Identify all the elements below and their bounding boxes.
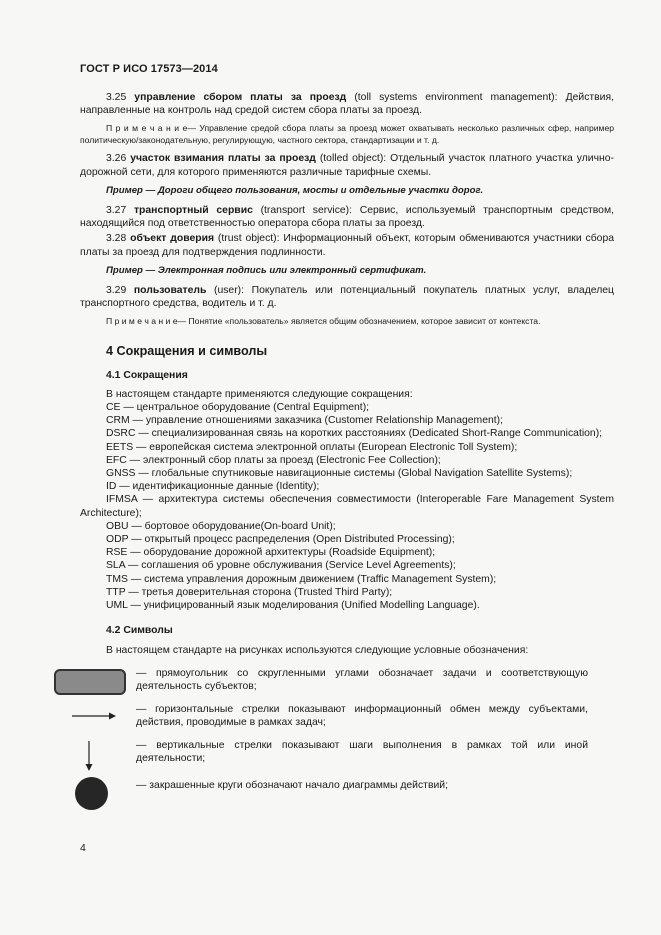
list-item: TTP — третья доверительная сторона (Trusted Third Party); xyxy=(106,586,393,598)
list-item: DSRC — специализированная связь на коротких расстояниях (Dedicated Short-Range Communication); xyxy=(106,428,603,440)
subsection-heading: 4.1 Сокращения xyxy=(106,369,188,381)
definition-3-27 xyxy=(80,204,614,230)
abbreviations-list xyxy=(80,401,614,612)
symbol-description: — прямоугольник со скругленными углами обозначает задачи и соответствующую деятельность субъектов; xyxy=(136,667,588,692)
list-item: EETS — европейская система электронной оплаты (European Electronic Toll System); xyxy=(106,441,518,453)
definition-text: (tolled object): Отдельный участок платного участка улично-дорожной сети, для которого применяются различные тарифные схемы. xyxy=(80,153,614,178)
subsection-heading: 4.2 Символы xyxy=(106,625,173,637)
list-item: CE — центральное оборудование (Central Equipment); xyxy=(106,402,370,414)
symbol-row xyxy=(54,703,614,739)
note-label: П р и м е ч а н и е xyxy=(106,123,188,134)
page-content xyxy=(80,91,614,815)
definition-text: (transport service): Сервис, используемый транспортным средством, находящийся под ответственностью оператора сбора платы за проезд. xyxy=(80,205,614,230)
horizontal-arrow-icon xyxy=(72,711,116,721)
definition-number: 3.25 xyxy=(106,92,127,103)
list-item: RSE — оборудование дорожной архитектуры (Roadside Equipment); xyxy=(106,547,436,559)
definition-3-25 xyxy=(80,91,614,117)
list-item: ID — идентификационные данные (Identity); xyxy=(106,481,320,493)
definition-text: (toll systems environment management): Действия, направленные на контроль над средой систем сбора платы за проезд. xyxy=(80,92,614,117)
note-text: — Управление средой сбора платы за проезд может охватывать несколько различных сфер, например политическую/законодательную, регулирующую, частного сектора, стандартизации и т. д. xyxy=(80,123,615,146)
filled-circle-icon xyxy=(75,777,108,810)
list-item: UML — унифицированный язык моделирования (Unified Modelling Language). xyxy=(106,600,480,612)
list-item: EFC — электронный сбор платы за проезд (Electronic Fee Collection); xyxy=(106,454,441,466)
symbols-list xyxy=(54,667,614,815)
definition-number: 3.27 xyxy=(106,205,127,217)
symbol-description: — закрашенные круги обозначают начало диаграммы действий; xyxy=(136,779,448,791)
definition-3-28 xyxy=(80,232,614,258)
symbol-description: — вертикальные стрелки показывают шаги выполнения в рамках той или иной деятельности; xyxy=(136,739,588,764)
example: Пример — Электронная подпись или электронный сертификат. xyxy=(106,264,427,276)
symbol-row xyxy=(54,739,614,779)
definition-number: 3.29 xyxy=(106,285,127,297)
list-item: ODP — открытый процесс распределения (Open Distributed Processing); xyxy=(106,534,455,546)
symbol-row xyxy=(54,667,614,703)
definition-term: управление сбором платы за проезд xyxy=(134,92,347,103)
section-heading: 4 Сокращения и символы xyxy=(106,344,268,359)
list-item: SLA — соглашения об уровне обслуживания (Service Level Agreements); xyxy=(106,560,456,572)
document-header: ГОСТ Р ИСО 17573—2014 xyxy=(80,63,218,75)
note-label: П р и м е ч а н и е xyxy=(106,316,178,327)
definition-term: транспортный сервис xyxy=(133,205,253,217)
page-number: 4 xyxy=(80,843,86,854)
definition-term: пользователь xyxy=(133,285,207,297)
list-item: IFMSA — архитектура системы обеспечения совместимости (Interoperable Fare Management System Architecture); xyxy=(80,494,614,519)
list-item: CRM — управление отношениями заказчика (Customer Relationship Management); xyxy=(106,415,503,427)
abbreviations-intro: В настоящем стандарте применяются следующие сокращения: xyxy=(106,388,413,400)
symbol-description: — горизонтальные стрелки показывают информационный обмен между субъектами, действия, проводимые в рамках задач; xyxy=(136,703,588,728)
definition-number: 3.26 xyxy=(106,153,127,165)
symbol-row xyxy=(54,779,614,815)
list-item: TMS — система управления дорожным движением (Traffic Management System); xyxy=(106,573,497,585)
list-item: OBU — бортовое оборудование(On-board Unit); xyxy=(106,520,336,532)
definition-term: участок взимания платы за проезд xyxy=(130,153,316,165)
definition-3-29 xyxy=(80,284,614,310)
example: Пример — Дороги общего пользования, мосты и отдельные участки дорог. xyxy=(106,184,484,196)
note xyxy=(80,315,614,327)
vertical-arrow-icon xyxy=(84,741,94,771)
definition-text: (user): Покупатель или потенциальный покупатель платных услуг, владелец транспортного средства, водитель и т. д. xyxy=(80,285,614,310)
symbols-intro: В настоящем стандарте на рисунках используются следующие условные обозначения: xyxy=(106,644,529,656)
note-text: — Понятие «пользователь» является общим обозначением, которое зависит от контекста. xyxy=(177,316,541,327)
definition-text: (trust object): Информационный объект, которым обмениваются участники сбора платы за проезд для подтверждения подлинности. xyxy=(80,233,614,258)
note xyxy=(80,122,614,146)
rounded-rectangle-icon xyxy=(54,669,126,695)
definition-3-26 xyxy=(80,152,614,178)
list-item: GNSS — глобальные спутниковые навигационные системы (Global Navigation Satellite Systems); xyxy=(106,468,573,480)
definition-term: объект доверия xyxy=(130,233,215,245)
definition-number: 3.28 xyxy=(106,233,127,245)
